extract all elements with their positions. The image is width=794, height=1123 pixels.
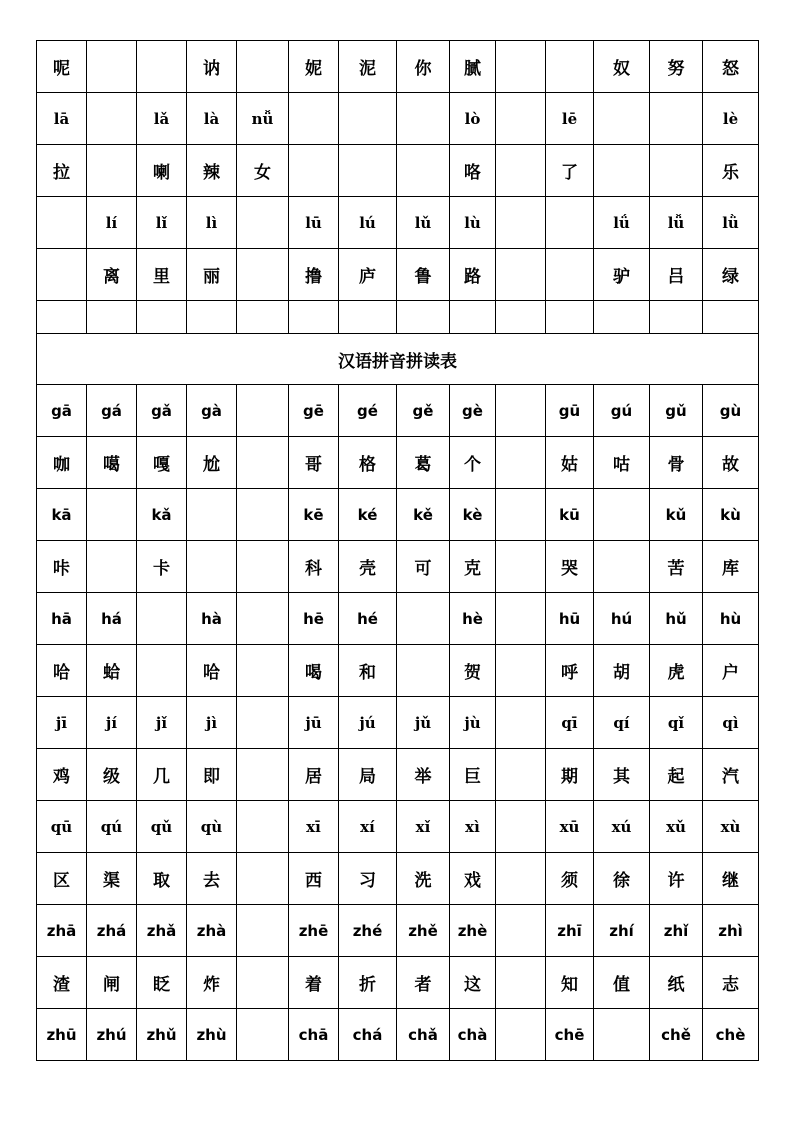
pinyin-cell: qǔ — [137, 801, 187, 853]
character-cell — [496, 957, 546, 1009]
pinyin-cell: kē — [289, 489, 339, 541]
blank-cell — [496, 301, 546, 334]
character-cell: 离 — [87, 249, 137, 301]
character-cell: 局 — [339, 749, 397, 801]
pinyin-cell — [237, 697, 289, 749]
pinyin-cell: qǐ — [650, 697, 703, 749]
pinyin-cell — [496, 385, 546, 437]
pinyin-cell — [237, 593, 289, 645]
pinyin-row — [37, 905, 759, 957]
pinyin-cell: zhú — [87, 1009, 137, 1061]
character-cell: 虎 — [650, 645, 703, 697]
character-cell: 呢 — [37, 41, 87, 93]
character-cell — [496, 541, 546, 593]
character-row — [37, 249, 759, 301]
pinyin-cell: lò — [450, 93, 496, 145]
character-cell: 洗 — [397, 853, 450, 905]
pinyin-cell: zhà — [187, 905, 237, 957]
character-cell — [37, 249, 87, 301]
character-cell: 咯 — [450, 145, 496, 197]
character-cell — [289, 145, 339, 197]
character-cell: 辣 — [187, 145, 237, 197]
character-cell: 和 — [339, 645, 397, 697]
pinyin-cell: qì — [703, 697, 759, 749]
top-section — [37, 41, 759, 334]
pinyin-cell: xù — [703, 801, 759, 853]
character-cell: 讷 — [187, 41, 237, 93]
blank-cell — [137, 301, 187, 334]
pinyin-cell — [137, 593, 187, 645]
character-cell: 去 — [187, 853, 237, 905]
pinyin-cell — [650, 93, 703, 145]
character-cell: 科 — [289, 541, 339, 593]
pinyin-cell: xí — [339, 801, 397, 853]
character-row — [37, 437, 759, 489]
character-cell: 咔 — [37, 541, 87, 593]
blank-cell — [650, 301, 703, 334]
pinyin-row — [37, 489, 759, 541]
blank-cell — [339, 301, 397, 334]
character-cell — [87, 541, 137, 593]
pinyin-row — [37, 697, 759, 749]
pinyin-cell — [594, 489, 650, 541]
character-cell — [496, 645, 546, 697]
pinyin-cell — [496, 801, 546, 853]
character-cell: 炸 — [187, 957, 237, 1009]
table-title: 汉语拼音拼读表 — [37, 334, 759, 385]
pinyin-cell: chě — [650, 1009, 703, 1061]
character-cell: 妮 — [289, 41, 339, 93]
pinyin-cell: chá — [339, 1009, 397, 1061]
character-cell: 渣 — [37, 957, 87, 1009]
pinyin-cell: chā — [289, 1009, 339, 1061]
pinyin-cell: lǚ — [650, 197, 703, 249]
character-cell — [237, 249, 289, 301]
character-cell: 级 — [87, 749, 137, 801]
pinyin-cell: gě — [397, 385, 450, 437]
pinyin-cell: gá — [87, 385, 137, 437]
character-cell — [237, 41, 289, 93]
character-cell: 许 — [650, 853, 703, 905]
pinyin-cell: chè — [703, 1009, 759, 1061]
pinyin-cell: zhá — [87, 905, 137, 957]
character-cell: 几 — [137, 749, 187, 801]
pinyin-cell: gǎ — [137, 385, 187, 437]
character-cell: 鸡 — [37, 749, 87, 801]
character-cell: 哈 — [37, 645, 87, 697]
character-cell: 格 — [339, 437, 397, 489]
blank-cell — [397, 301, 450, 334]
character-cell: 西 — [289, 853, 339, 905]
character-cell: 即 — [187, 749, 237, 801]
character-cell: 庐 — [339, 249, 397, 301]
pinyin-cell: zhù — [187, 1009, 237, 1061]
character-cell — [137, 645, 187, 697]
character-cell — [137, 41, 187, 93]
pinyin-cell — [237, 385, 289, 437]
pinyin-cell: chǎ — [397, 1009, 450, 1061]
character-cell: 取 — [137, 853, 187, 905]
character-cell — [237, 853, 289, 905]
character-cell: 习 — [339, 853, 397, 905]
pinyin-cell: hā — [37, 593, 87, 645]
pinyin-row — [37, 385, 759, 437]
character-cell: 喇 — [137, 145, 187, 197]
character-cell: 着 — [289, 957, 339, 1009]
pinyin-cell: kè — [450, 489, 496, 541]
pinyin-cell: hú — [594, 593, 650, 645]
pinyin-cell: kā — [37, 489, 87, 541]
character-cell: 卡 — [137, 541, 187, 593]
character-cell: 吕 — [650, 249, 703, 301]
character-cell — [87, 41, 137, 93]
pinyin-cell: zhē — [289, 905, 339, 957]
pinyin-row — [37, 1009, 759, 1061]
pinyin-cell: zhī — [546, 905, 594, 957]
pinyin-cell: lè — [703, 93, 759, 145]
pinyin-cell: jù — [450, 697, 496, 749]
pinyin-cell — [187, 489, 237, 541]
character-cell — [496, 41, 546, 93]
character-cell — [187, 541, 237, 593]
pinyin-cell: hǔ — [650, 593, 703, 645]
blank-cell — [237, 301, 289, 334]
character-cell: 戏 — [450, 853, 496, 905]
character-cell: 绿 — [703, 249, 759, 301]
pinyin-cell — [87, 93, 137, 145]
pinyin-cell — [496, 1009, 546, 1061]
character-cell: 户 — [703, 645, 759, 697]
pinyin-row — [37, 93, 759, 145]
character-cell: 鲁 — [397, 249, 450, 301]
pinyin-cell: gè — [450, 385, 496, 437]
character-cell — [594, 145, 650, 197]
character-cell: 居 — [289, 749, 339, 801]
character-cell — [237, 541, 289, 593]
pinyin-cell: qū — [37, 801, 87, 853]
character-cell: 故 — [703, 437, 759, 489]
pinyin-cell: lū — [289, 197, 339, 249]
blank-cell — [37, 301, 87, 334]
pinyin-cell: gǔ — [650, 385, 703, 437]
pinyin-cell: há — [87, 593, 137, 645]
blank-cell — [450, 301, 496, 334]
pinyin-cell: lā — [37, 93, 87, 145]
pinyin-cell: jū — [289, 697, 339, 749]
pinyin-cell: jī — [37, 697, 87, 749]
pinyin-cell: zhū — [37, 1009, 87, 1061]
pinyin-cell: qī — [546, 697, 594, 749]
character-cell — [237, 645, 289, 697]
pinyin-cell: zhě — [397, 905, 450, 957]
character-cell — [87, 145, 137, 197]
character-cell: 嘎 — [137, 437, 187, 489]
pinyin-cell: hū — [546, 593, 594, 645]
character-cell: 起 — [650, 749, 703, 801]
pinyin-cell: xū — [546, 801, 594, 853]
pinyin-cell — [546, 197, 594, 249]
character-row — [37, 41, 759, 93]
pinyin-cell: zhǎ — [137, 905, 187, 957]
pinyin-cell: zhí — [594, 905, 650, 957]
pinyin-cell — [496, 489, 546, 541]
pinyin-cell — [237, 197, 289, 249]
pinyin-cell: gú — [594, 385, 650, 437]
character-cell: 哈 — [187, 645, 237, 697]
character-cell: 闸 — [87, 957, 137, 1009]
pinyin-cell: gé — [339, 385, 397, 437]
character-cell: 乐 — [703, 145, 759, 197]
character-cell: 壳 — [339, 541, 397, 593]
character-cell — [339, 145, 397, 197]
character-cell: 女 — [237, 145, 289, 197]
pinyin-cell: xǔ — [650, 801, 703, 853]
blank-cell — [87, 301, 137, 334]
pinyin-cell — [496, 697, 546, 749]
character-cell: 巨 — [450, 749, 496, 801]
character-cell — [496, 853, 546, 905]
character-cell: 撸 — [289, 249, 339, 301]
pinyin-cell: gē — [289, 385, 339, 437]
pinyin-cell: lǔ — [397, 197, 450, 249]
pinyin-cell: jú — [339, 697, 397, 749]
pinyin-cell: lǎ — [137, 93, 187, 145]
pinyin-cell: ké — [339, 489, 397, 541]
pinyin-cell — [397, 93, 450, 145]
character-cell — [397, 645, 450, 697]
pinyin-cell: kǎ — [137, 489, 187, 541]
blank-cell — [546, 301, 594, 334]
pinyin-cell: jǔ — [397, 697, 450, 749]
character-cell: 其 — [594, 749, 650, 801]
character-cell — [496, 749, 546, 801]
character-cell — [546, 249, 594, 301]
pinyin-cell: kǔ — [650, 489, 703, 541]
pinyin-cell: chē — [546, 1009, 594, 1061]
character-cell: 渠 — [87, 853, 137, 905]
character-cell: 蛤 — [87, 645, 137, 697]
character-row — [37, 853, 759, 905]
pinyin-cell — [496, 197, 546, 249]
character-cell: 骨 — [650, 437, 703, 489]
character-cell: 努 — [650, 41, 703, 93]
pinyin-cell: jì — [187, 697, 237, 749]
pinyin-row — [37, 197, 759, 249]
character-row — [37, 645, 759, 697]
pinyin-cell: lí — [87, 197, 137, 249]
pinyin-cell — [87, 489, 137, 541]
pinyin-cell: xì — [450, 801, 496, 853]
character-cell: 了 — [546, 145, 594, 197]
pinyin-cell: zhì — [703, 905, 759, 957]
pinyin-cell: zhè — [450, 905, 496, 957]
character-cell: 须 — [546, 853, 594, 905]
character-cell: 怒 — [703, 41, 759, 93]
pinyin-cell: xǐ — [397, 801, 450, 853]
pinyin-cell — [289, 93, 339, 145]
pinyin-worksheet — [36, 40, 759, 1061]
character-cell: 者 — [397, 957, 450, 1009]
pinyin-cell: zhǐ — [650, 905, 703, 957]
pinyin-row — [37, 593, 759, 645]
character-cell: 驴 — [594, 249, 650, 301]
pinyin-cell: hà — [187, 593, 237, 645]
character-cell: 咕 — [594, 437, 650, 489]
pinyin-cell: lì — [187, 197, 237, 249]
pinyin-cell: zhā — [37, 905, 87, 957]
character-cell — [496, 145, 546, 197]
pinyin-cell: lē — [546, 93, 594, 145]
character-cell: 喝 — [289, 645, 339, 697]
pinyin-cell — [496, 93, 546, 145]
character-cell: 泥 — [339, 41, 397, 93]
character-cell: 个 — [450, 437, 496, 489]
character-cell: 志 — [703, 957, 759, 1009]
character-cell: 这 — [450, 957, 496, 1009]
character-cell: 葛 — [397, 437, 450, 489]
character-cell: 库 — [703, 541, 759, 593]
pinyin-cell: hē — [289, 593, 339, 645]
pinyin-cell: gù — [703, 385, 759, 437]
character-row — [37, 145, 759, 197]
character-cell — [496, 437, 546, 489]
character-cell — [397, 145, 450, 197]
pinyin-cell: zhǔ — [137, 1009, 187, 1061]
pinyin-cell: nǚ — [237, 93, 289, 145]
character-cell: 胡 — [594, 645, 650, 697]
character-row — [37, 749, 759, 801]
pinyin-cell — [496, 905, 546, 957]
character-cell: 你 — [397, 41, 450, 93]
character-cell: 折 — [339, 957, 397, 1009]
character-cell: 尬 — [187, 437, 237, 489]
character-cell: 噶 — [87, 437, 137, 489]
pinyin-cell: lú — [339, 197, 397, 249]
character-cell: 贺 — [450, 645, 496, 697]
pinyin-cell: hè — [450, 593, 496, 645]
pinyin-cell: jǐ — [137, 697, 187, 749]
character-cell: 举 — [397, 749, 450, 801]
character-cell: 姑 — [546, 437, 594, 489]
pinyin-cell — [237, 1009, 289, 1061]
character-cell — [237, 957, 289, 1009]
pinyin-row — [37, 801, 759, 853]
pinyin-cell: gà — [187, 385, 237, 437]
pinyin-cell: lǐ — [137, 197, 187, 249]
character-cell: 苦 — [650, 541, 703, 593]
blank-cell — [187, 301, 237, 334]
pinyin-cell: xī — [289, 801, 339, 853]
pinyin-cell — [237, 801, 289, 853]
character-cell: 克 — [450, 541, 496, 593]
character-cell: 路 — [450, 249, 496, 301]
pinyin-cell: jí — [87, 697, 137, 749]
character-cell: 丽 — [187, 249, 237, 301]
pinyin-cell: hé — [339, 593, 397, 645]
character-cell: 纸 — [650, 957, 703, 1009]
pinyin-cell: chà — [450, 1009, 496, 1061]
pinyin-cell: kù — [703, 489, 759, 541]
pinyin-cell: là — [187, 93, 237, 145]
pinyin-cell: qù — [187, 801, 237, 853]
character-cell — [546, 41, 594, 93]
character-cell: 眨 — [137, 957, 187, 1009]
character-cell — [237, 437, 289, 489]
pinyin-cell: kě — [397, 489, 450, 541]
pinyin-cell: hù — [703, 593, 759, 645]
pinyin-cell — [37, 197, 87, 249]
title-section — [37, 334, 759, 385]
character-cell: 奴 — [594, 41, 650, 93]
title-row — [37, 334, 759, 385]
character-cell — [650, 145, 703, 197]
pinyin-cell: gū — [546, 385, 594, 437]
pinyin-cell: xú — [594, 801, 650, 853]
pinyin-cell — [397, 593, 450, 645]
pinyin-table — [36, 40, 759, 1061]
character-cell — [496, 249, 546, 301]
pinyin-cell: lǜ — [703, 197, 759, 249]
character-cell: 哥 — [289, 437, 339, 489]
character-cell: 徐 — [594, 853, 650, 905]
pinyin-cell: lù — [450, 197, 496, 249]
character-cell — [237, 749, 289, 801]
pinyin-cell — [237, 905, 289, 957]
character-cell — [594, 541, 650, 593]
pinyin-cell: qí — [594, 697, 650, 749]
blank-cell — [594, 301, 650, 334]
bottom-section — [37, 385, 759, 1061]
character-cell: 继 — [703, 853, 759, 905]
character-cell: 腻 — [450, 41, 496, 93]
character-cell: 哭 — [546, 541, 594, 593]
character-cell: 汽 — [703, 749, 759, 801]
pinyin-cell — [237, 489, 289, 541]
character-cell: 值 — [594, 957, 650, 1009]
character-cell: 拉 — [37, 145, 87, 197]
character-row — [37, 957, 759, 1009]
character-cell: 里 — [137, 249, 187, 301]
character-cell: 呼 — [546, 645, 594, 697]
pinyin-cell — [594, 93, 650, 145]
pinyin-cell — [339, 93, 397, 145]
pinyin-cell: gā — [37, 385, 87, 437]
blank-cell — [289, 301, 339, 334]
character-cell: 咖 — [37, 437, 87, 489]
character-row — [37, 541, 759, 593]
pinyin-cell — [594, 1009, 650, 1061]
character-cell: 期 — [546, 749, 594, 801]
pinyin-cell: kū — [546, 489, 594, 541]
pinyin-cell: lǘ — [594, 197, 650, 249]
pinyin-cell: qú — [87, 801, 137, 853]
pinyin-cell: zhé — [339, 905, 397, 957]
character-cell: 知 — [546, 957, 594, 1009]
pinyin-cell — [496, 593, 546, 645]
blank-cell — [703, 301, 759, 334]
character-cell: 可 — [397, 541, 450, 593]
character-cell: 区 — [37, 853, 87, 905]
blank-row — [37, 301, 759, 334]
